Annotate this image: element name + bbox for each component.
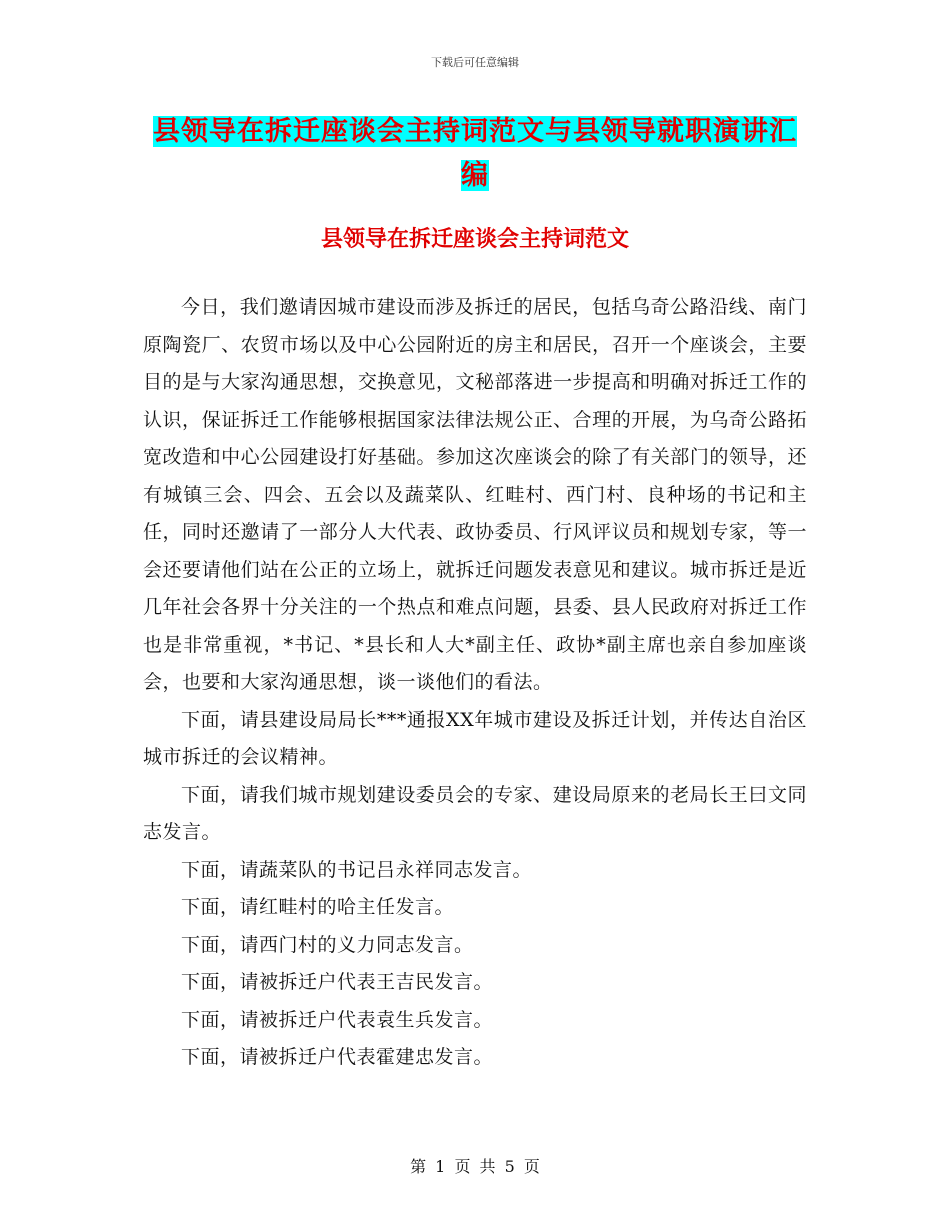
document-body	[143, 289, 807, 1077]
paragraph: 下面，请被拆迁户代表王吉民发言。	[181, 971, 494, 993]
paragraph: 下面，请被拆迁户代表袁生兵发言。	[181, 1008, 494, 1031]
document-title	[143, 110, 807, 198]
page-number: 第 1 页 共 5 页	[410, 1157, 540, 1176]
paragraph: 下面，请蔬菜队的书记吕永祥同志发言。	[181, 858, 533, 881]
paragraph: 下面，请我们城市规划建设委员会的专家、建设局原来的老局长王曰文同志发言。	[143, 783, 807, 843]
paragraph: 下面，请红畦村的哈主任发言。	[181, 896, 455, 918]
document-title-text: 县领导在拆迁座谈会主持词范文与县领导就职演讲汇编	[153, 116, 797, 191]
paragraph: 下面，请被拆迁户代表霍建忠发言。	[181, 1046, 494, 1068]
paragraph: 下面，请县建设局局长***通报XX年城市建设及拆迁计划，并传达自治区城市拆迁的会议精神。	[143, 708, 807, 768]
paragraph: 今日，我们邀请因城市建设而涉及拆迁的居民，包括乌奇公路沿线、南门原陶瓷厂、农贸市场以及中心公园附近的房主和居民，召开一个座谈会，主要目的是与大家沟通思想，交换意见，文秘部落进一步提高和明确对拆迁工作的认识，保证拆迁工作能够根据国家法律法规公正、合理的开展，为乌奇公路拓宽改造和中心公园建设打好基础。参加这次座谈会的除了有关部门的领导，还有城镇三会、四会、五会以及蔬菜队、红畦村、西门村、良种场的书记和主任，同时还邀请了一部分人大代表、政协委员、行风评议员和规划专家，等一会还要请他们站在公正的立场上，就拆迁问题发表意见和建议。城市拆迁是近几年社会各界十分关注的一个热点和难点问题，县委、县人民政府对拆迁工作也是非常重视，*书记、*县长和人大*副主任、政协*副主席也亲自参加座谈会，也要和大家沟通思想，谈一谈他们的看法。	[143, 296, 807, 693]
section-title: 县领导在拆迁座谈会主持词范文	[320, 226, 629, 252]
paragraph: 下面，请西门村的义力同志发言。	[181, 933, 474, 956]
header-note: 下载后可任意编辑	[431, 56, 519, 69]
